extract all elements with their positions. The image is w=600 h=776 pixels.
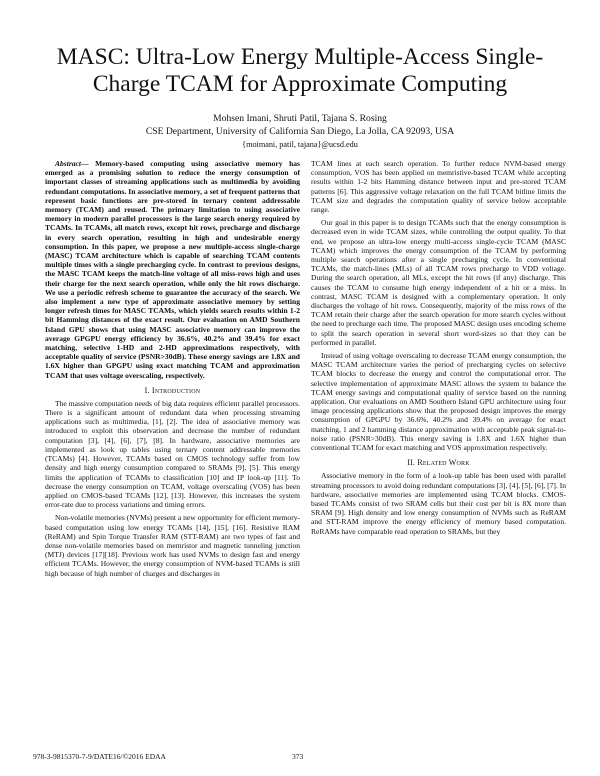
- intro-paragraph: Non-volatile memories (NVMs) present a new opportunity for efficient memory-based computation using low energy TCAMs [14], [15], [16]. Resistive RAM (ReRAM) and Spin Torque Transfer RAM (STT-RAM) are two types of fast and dense non-volatile memories based on memristor and magnetic tunneling junction (MTJ) devices [17][18]. Previous work has used NVMs to design fast and energy efficient TCAMs. However, the energy consumption of NVM-based TCAMs is still high because of high number of charges and discharges in: [45, 513, 300, 578]
- footer-copyright: 978-3-9815370-7-9/DATE16/©2016 EDAA: [33, 752, 166, 761]
- intro-paragraph: Our goal in this paper is to design TCAMs such that the energy consumption is decreased even in wide TCAM sizes, while controlling the output quality. To that end, we propose an ultra-low energy multi-access single-cycle TCAM (MASC TCAM) which improves the energy consumption of the TCAM by performing multiple search operations after a single precharging cycle. In conventional TCAMs, the match-lines (MLs) of all TCAM rows precharge to VDD voltage. During the search operation, all MLs, except the hit rows (if any) discharge. This causes the TCAM to consume high energy independent of a hit or a miss. In contrast, MASC TCAM is designed with a complementary operation. It only discharges the voltage of hit rows. Consequently, majority of the miss rows of the TCAM retain their charge after the search operation for more search cycles without the need to precharge each time. The proposed MASC design uses encoding scheme to split the search operation in several short word-sizes so that they can be performed in parallel.: [311, 218, 566, 347]
- right-column: [311, 159, 566, 536]
- intro-paragraph: TCAM lines at each search operation. To further reduce NVM-based energy consumption, VOS has been applied on memristive-based TCAM while accepting results within 1-2 bits Hamming distance between input and pre-stored TCAM patterns [6]. This aggressive voltage relaxation on the full TCAM bitline limits the TCAM size and degrades the computation quality of service below acceptable range.: [311, 159, 566, 215]
- abstract-label: Abstract—: [55, 159, 89, 168]
- intro-paragraph: Instead of using voltage overscaling to decrease TCAM energy consumption, the MASC TCAM architecture varies the period of precharging cycles on selective TCAM blocks to decrease the energy and control the computational error. The selective implementation of approximate MASC allows the system to balance the TCAM energy savings and computational quality of service based on the running application. Our evaluations on AMD Southern Island GPU architecture using four image processing applications show that the proposed design improves the energy consumption of GPGPU by 36.6%, 40.2% and 39.4% on average for exact matching, 1 and 2 hamming distance approximation with acceptable peak signal-to-noise ratio (PSNR>30dB). This energy saving is 1.8X and 1.6X higher than conventional TCAM for exact matching and VOS approximation respectively.: [311, 351, 566, 453]
- paper-title: MASC: Ultra-Low Energy Multiple-Access Single-Charge TCAM for Approximate Computing: [56, 44, 544, 97]
- related-work-paragraph: Associative memory in the form of a look-up table has been used with parallel streaming processors to avoid doing redundant computations [3], [4], [5], [6], [7]. In hardware, associative memories are implemented using TCAM blocks. CMOS-based TCAMs consist of two SRAM cells but their cost per bit is 8X more than SRAM [9]. High density and low energy consumption of NVMs such as ReRAM and STT-RAM improve the energy efficiency of memory based computation. ReRAMs have comparable read operation to SRAMs, but they: [311, 471, 566, 536]
- intro-paragraph: The massive computation needs of big data requires efficient parallel processors. There is a significant amount of redundant data when processing streaming applications such as multimedia, [1], [2]. The idea of associative memory was introduced to exploit this observation and decrease the number of redundant computation [3], [4], [6], [7], [8]. In hardware, associative memories are implemented as look up tables using ternary content addressable memories (TCAMs) [4]. However, TCAMs based on CMOS technology suffer from low density and high energy consumption compared to SRAMs [9], [5]. This energy limits the application of TCAMs to classification [10] and IP look-up [11]. To decrease the energy consumption on TCAM, voltage overscaling (VOS) has been applied on CMOS-based TCAMs [12], [13]. However, this increases the system error-rate due to process variations and timing errors.: [45, 398, 300, 510]
- abstract: [45, 159, 300, 380]
- author-email: {moimani, patil, tajana}@ucsd.edu: [242, 140, 358, 149]
- author-list: Mohsen Imani, Shruti Patil, Tajana S. Rosing: [213, 113, 387, 124]
- left-column: [45, 159, 300, 578]
- page-number: 373: [292, 752, 304, 761]
- section-heading-related-work: II. Related Work: [407, 458, 470, 468]
- affiliation: CSE Department, University of California San Diego, La Jolla, CA 92093, USA: [145, 126, 455, 137]
- section-heading-introduction: I. Introduction: [144, 385, 201, 395]
- abstract-text: Memory-based computing using associative memory has emerged as a promising solution to reduce the energy consumption of important classes of streaming applications such as multimedia by avoiding redundant computations. In associative memory, a set of frequent patterns that represent basic functions are pre-stored in ternary content addressable memory (TCAM) and reused. The primary limitation to using associative memory in modern parallel processors is the large search energy required by TCAMs. In TCAMs, all match rows, except hit rows, precharge and discharge in every search operation, resulting in high and undesirable energy consumption. In this paper, we propose a new multiple-access single-charge (MASC) TCAM architecture which is capable of searching TCAM contents multiple times with a single precharging cycle. In contrast to previous designs, the MASC TCAM keeps the match-line voltage of all miss-rows high and uses their charge for the next search operation, while only the hit rows discharge. We use a periodic refresh scheme to guarantee the accuracy of the search. We also implement a new type of approximate associative memory by setting longer refresh times for MASC TCAMs, which yields search results within 1-2 bit Hamming distances of the exact result. Our evaluation on AMD Southern Island GPU shows that using MASC associative memory can improve the average GPGPU energy efficiency by 36.6%, 40.2% and 39.4% for exact matching, selective 1-HD and 2-HD approximations respectively, with acceptable quality of service (PSNR>30dB). These energy savings are 1.8X and 1.6X higher than GPGPU using exact matching TCAM and approximation TCAM that uses voltage overscaling, respectively.: [45, 159, 300, 380]
